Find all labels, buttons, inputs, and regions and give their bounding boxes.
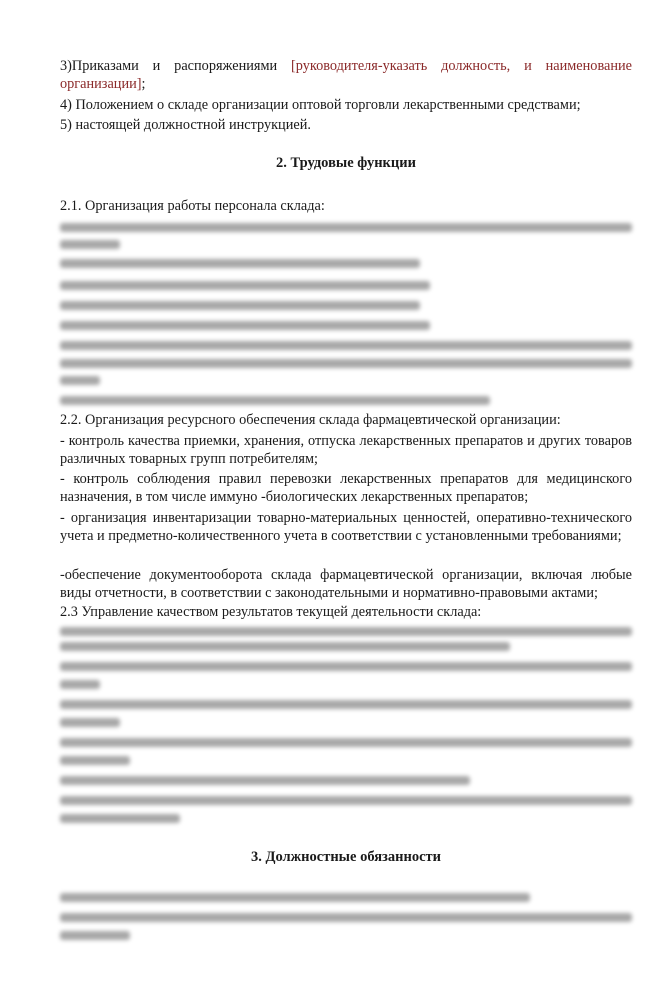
list-item-5: 5) настоящей должностной инструкцией. xyxy=(60,117,311,133)
subsection-2-3: 2.3 Управление качеством результатов текущей деятельности склада: xyxy=(60,604,482,620)
list-item: - контроль соблюдения правил перевозки лекарственных препаратов для медицинского назначения, в том числе иммуно -биологических лекарственных препаратов; xyxy=(60,471,632,505)
list-item-4: 4) Положением о складе организации оптовой торговли лекарственными средствами; xyxy=(60,97,581,113)
item-suffix: ; xyxy=(141,76,146,92)
item-text: 3)Приказами и распоряжениями xyxy=(60,58,292,74)
subsection-2-2: 2.2. Организация ресурсного обеспечения склада фармацевтической организации: xyxy=(60,412,561,428)
list-item-3 xyxy=(60,57,632,93)
list-item: -обеспечение документооборота склада фармацевтической организации, включая любые виды отчетности, в соответствии с законодательными и нормативно-правовыми актами; xyxy=(60,567,632,601)
list-item: - организация инвентаризации товарно-материальных ценностей, оперативно-технического учета и предметно-количественного учета в соответствии с установленными требованиями; xyxy=(60,510,632,544)
section-heading-2: 2. Трудовые функции xyxy=(276,155,416,171)
subsection-2-1: 2.1. Организация работы персонала склада: xyxy=(60,198,325,214)
placeholder-text: [руководителя-указать должность, и наименование организации] xyxy=(60,58,632,92)
section-heading-3: 3. Должностные обязанности xyxy=(250,849,441,865)
list-item: - контроль качества приемки, хранения, отпуска лекарственных препаратов и других товаров различных товарных групп потребителям; xyxy=(60,433,632,467)
